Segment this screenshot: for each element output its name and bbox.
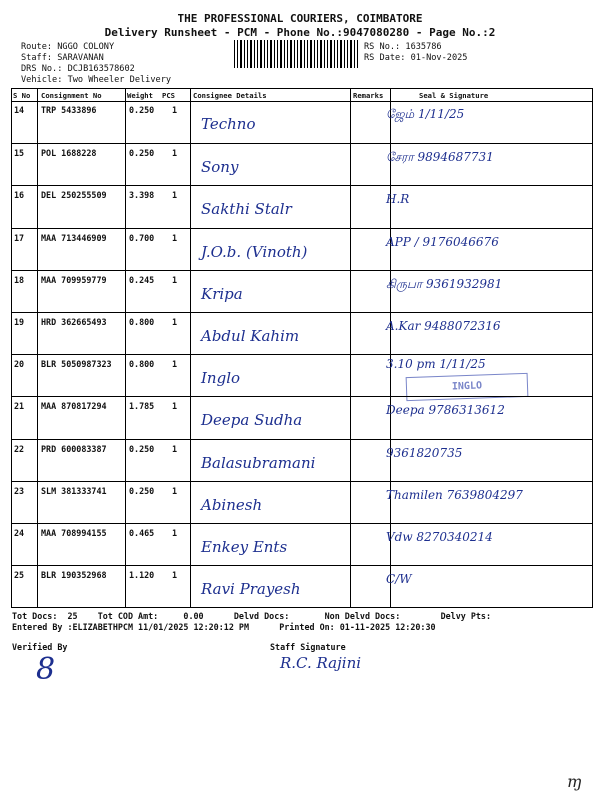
row-sno: 14 <box>14 105 25 115</box>
consignee-handwriting: Kripa <box>201 284 243 303</box>
route-label: Route: NGGO COLONY <box>21 42 115 52</box>
consignee-handwriting: Inglo <box>201 369 241 388</box>
seal-signature: 3.10 pm 1/11/25 <box>386 357 486 372</box>
row-weight: 0.800 <box>129 359 155 370</box>
row-sno: 17 <box>14 232 25 243</box>
totals-line: Tot Docs: 25 Tot COD Amt: 0.00 Delvd Docs: Non Delvd Docs: Delvy Pts: <box>12 611 492 621</box>
row-pcs: 1 <box>172 190 178 201</box>
staff-signature-label: Staff Signature <box>270 642 346 652</box>
table-row <box>11 270 593 313</box>
consignee-handwriting: Balasubramani <box>201 453 316 472</box>
row-pcs: 1 <box>172 528 178 538</box>
row-sno: 15 <box>14 148 25 159</box>
consignment-number: BLR 190352968 <box>41 570 107 581</box>
row-pcs: 1 <box>172 317 178 327</box>
row-sno: 19 <box>14 317 25 327</box>
row-sno: 21 <box>14 401 25 412</box>
column-header: Seal & Signature <box>419 91 489 100</box>
row-sno: 18 <box>14 274 25 285</box>
seal-signature: 9361820735 <box>386 445 463 460</box>
consignment-number: SLM 381333741 <box>41 485 107 496</box>
seal-signature: ஜேம் 1/11/25 <box>386 107 465 121</box>
row-pcs: 1 <box>172 443 178 454</box>
column-header: PCS <box>162 91 175 100</box>
tick-mark-icon: ɱ <box>566 772 582 791</box>
seal-signature: Thamilen 7639804297 <box>386 487 523 502</box>
row-weight: 0.245 <box>129 274 155 285</box>
row-weight: 0.700 <box>129 232 155 243</box>
vehicle-label: Vehicle: Two Wheeler Delivery <box>21 75 172 85</box>
table-row <box>11 354 593 397</box>
rs-date: RS Date: 01-Nov-2025 <box>364 53 468 63</box>
row-pcs: 1 <box>172 401 178 412</box>
consignee-handwriting: Sony <box>201 158 239 177</box>
consignment-number: MAA 870817294 <box>41 401 107 412</box>
consignee-handwriting: J.O.b. (Vinoth) <box>201 242 308 261</box>
seal-signature: Vdw 8270340214 <box>386 530 493 544</box>
consignee-handwriting: Techno <box>201 115 256 133</box>
column-header: Consignee Details <box>193 91 267 100</box>
column-header: Remarks <box>353 91 384 100</box>
entered-by-line: Entered By :ELIZABETHPCM 11/01/2025 12:20:12 PM Printed On: 01-11-2025 12:20:30 <box>12 622 436 632</box>
consignment-number: MAA 713446909 <box>41 232 107 243</box>
row-sno: 23 <box>14 485 25 496</box>
seal-signature: கிருபா 9361932981 <box>386 276 503 291</box>
row-sno: 22 <box>14 443 25 454</box>
consignment-number: HRD 362665493 <box>41 317 107 327</box>
consignment-number: BLR 5050987323 <box>41 359 112 370</box>
page-subtitle: Delivery Runsheet - PCM - Phone No.:9047080280 - Page No.:2 <box>104 26 496 39</box>
table-row <box>11 143 593 186</box>
runsheet-table <box>11 88 593 608</box>
row-weight: 1.120 <box>129 570 155 581</box>
consignee-handwriting: Enkey Ents <box>201 538 288 556</box>
row-sno: 25 <box>14 570 25 581</box>
drs-number: DRS No.: DCJB163578602 <box>21 64 135 74</box>
table-row <box>11 565 593 608</box>
row-weight: 0.800 <box>129 317 155 327</box>
page-title: THE PROFESSIONAL COURIERS, COIMBATORE <box>177 12 423 25</box>
seal-signature: APP / 9176046676 <box>386 234 499 249</box>
table-row <box>11 185 593 228</box>
seal-signature: C/W <box>386 572 412 587</box>
row-weight: 0.250 <box>129 485 155 496</box>
consignment-number: TRP 5433896 <box>41 105 97 115</box>
consignment-number: MAA 708994155 <box>41 528 107 538</box>
table-row <box>11 523 593 566</box>
seal-signature: A.Kar 9488072316 <box>386 319 501 333</box>
row-pcs: 1 <box>172 485 178 496</box>
verified-by-label: Verified By <box>12 642 68 652</box>
row-pcs: 1 <box>172 359 178 370</box>
column-header: Weight <box>127 91 153 100</box>
table-row <box>11 228 593 271</box>
row-weight: 1.785 <box>129 401 155 412</box>
row-sno: 24 <box>14 528 25 538</box>
table-row <box>11 101 593 143</box>
consignee-handwriting: Ravi Prayesh <box>201 580 301 599</box>
table-row <box>11 439 593 482</box>
row-weight: 0.250 <box>129 105 155 115</box>
seal-signature: H.R <box>386 192 410 207</box>
row-weight: 0.250 <box>129 148 155 159</box>
verified-signature: 8 <box>36 652 56 687</box>
consignee-handwriting: Sakthi Stalr <box>201 200 292 219</box>
rs-number: RS No.: 1635786 <box>364 42 442 52</box>
row-pcs: 1 <box>172 105 178 115</box>
row-pcs: 1 <box>172 274 178 285</box>
row-weight: 3.398 <box>129 190 155 201</box>
consignee-handwriting: Abdul Kahim <box>201 327 300 345</box>
consignee-handwriting: Deepa Sudha <box>201 411 303 430</box>
consignment-number: DEL 250255509 <box>41 190 107 201</box>
company-stamp: INGLO <box>406 373 529 401</box>
staff-signature: R.C. Rajini <box>280 654 362 672</box>
consignment-number: PRD 600083387 <box>41 443 107 454</box>
table-row <box>11 396 593 439</box>
row-sno: 16 <box>14 190 25 201</box>
column-header: Consignment No <box>41 91 102 100</box>
row-sno: 20 <box>14 359 25 370</box>
row-pcs: 1 <box>172 570 178 581</box>
consignee-handwriting: Abinesh <box>201 495 263 514</box>
staff-label: Staff: SARAVANAN <box>21 53 104 63</box>
seal-signature: Deepa 9786313612 <box>386 403 505 418</box>
table-row <box>11 312 593 355</box>
column-header: S No <box>13 91 31 100</box>
consignment-number: MAA 709959779 <box>41 274 107 285</box>
seal-signature: சேரா 9894687731 <box>386 150 494 165</box>
row-weight: 0.465 <box>129 528 155 538</box>
table-row <box>11 481 593 524</box>
row-pcs: 1 <box>172 232 178 243</box>
row-weight: 0.250 <box>129 443 155 454</box>
row-pcs: 1 <box>172 148 178 159</box>
barcode-icon <box>233 40 361 68</box>
consignment-number: POL 1688228 <box>41 148 97 159</box>
